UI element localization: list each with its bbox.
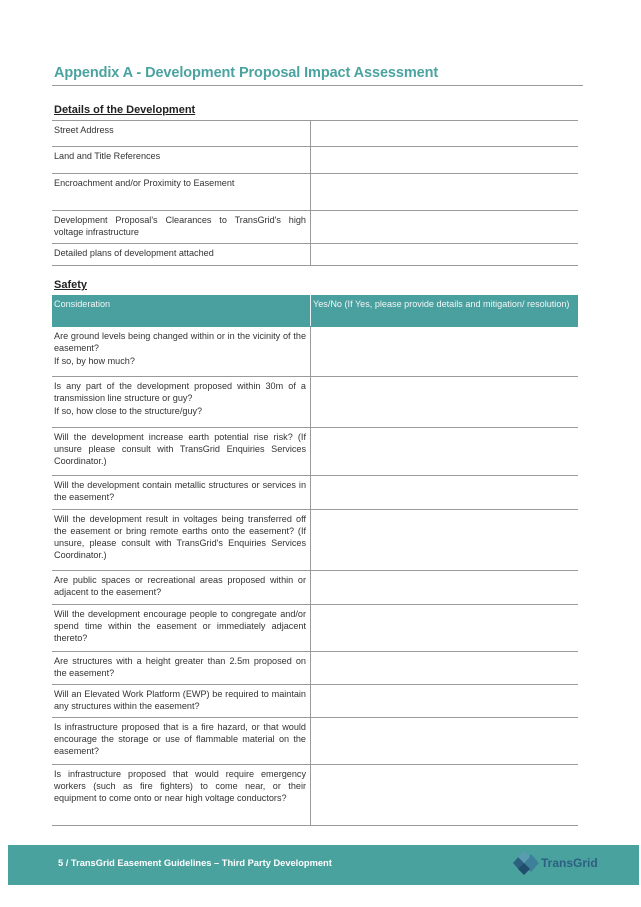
consideration-cell [52, 475, 311, 509]
question-text: Is infrastructure proposed that is a fire hazard, or that would encourage the storage or use of flammable material on the easement? [54, 721, 306, 756]
consideration-cell [52, 651, 311, 684]
table-header-row [52, 295, 578, 326]
question-text: Are structures with a height greater than 2.5m proposed on the easement? [54, 655, 306, 678]
answer-cell[interactable] [311, 475, 579, 509]
table-row [52, 684, 578, 717]
details-value-cell[interactable] [311, 174, 579, 211]
answer-cell[interactable] [311, 376, 579, 427]
table-row [52, 211, 578, 244]
table-row [52, 244, 578, 266]
question-text: Are ground levels being changed within or in the vicinity of the easement? [54, 330, 306, 353]
consideration-cell [52, 764, 311, 825]
details-value-cell[interactable] [311, 147, 579, 174]
details-value-cell[interactable] [311, 244, 579, 266]
consideration-cell [52, 570, 311, 604]
question-text: Will an Elevated Work Platform (EWP) be required to maintain any structures within the easement? [54, 688, 306, 711]
answer-cell[interactable] [311, 427, 579, 475]
table-row [52, 764, 578, 825]
footer-page-label: 5 / TransGrid Easement Guidelines – Third Party Development [58, 858, 332, 868]
details-label: Street Address [52, 121, 311, 147]
table-row [52, 376, 578, 427]
question-text: Is infrastructure proposed that would require emergency workers (such as fire fighters) to come near, or their equipment to come onto or near high voltage conductors? [54, 768, 306, 803]
table-row [52, 651, 578, 684]
consideration-header: Consideration [52, 295, 311, 326]
table-row [52, 604, 578, 651]
consideration-cell [52, 717, 311, 764]
consideration-cell [52, 427, 311, 475]
details-label: Encroachment and/or Proximity to Easement [52, 174, 311, 211]
question-text: Will the development increase earth potential rise risk? (If unsure please consult with TransGrid Enquiries Services Coordinator.) [54, 431, 306, 466]
answer-cell[interactable] [311, 509, 579, 570]
details-label: Detailed plans of development attached [52, 244, 311, 266]
question-text: Is any part of the development proposed within 30m of a transmission line structure or guy? [54, 380, 306, 403]
answer-cell[interactable] [311, 570, 579, 604]
details-table [52, 120, 578, 266]
answer-cell[interactable] [311, 326, 579, 376]
table-row [52, 427, 578, 475]
details-label: Land and Title References [52, 147, 311, 174]
details-value-cell[interactable] [311, 211, 579, 244]
answer-cell[interactable] [311, 717, 579, 764]
question-followup: If so, how close to the structure/guy? [54, 405, 203, 416]
logo-wordmark: TransGrid [541, 856, 598, 870]
table-row [52, 147, 578, 174]
consideration-cell [52, 684, 311, 717]
table-row [52, 174, 578, 211]
table-row [52, 717, 578, 764]
title-divider [52, 85, 583, 86]
table-row [52, 326, 578, 376]
consideration-cell [52, 604, 311, 651]
safety-table [52, 295, 578, 826]
question-text: Are public spaces or recreational areas proposed within or adjacent to the easement? [54, 574, 306, 597]
safety-heading: Safety [54, 279, 88, 291]
answer-cell[interactable] [311, 651, 579, 684]
details-label: Development Proposal's Clearances to TransGrid's high voltage infrastructure [52, 211, 311, 244]
question-text: Will the development encourage people to congregate and/or spend time within the easement or immediately adjacent thereto? [54, 608, 306, 643]
response-header: Yes/No (If Yes, please provide details and mitigation/ resolution) [311, 295, 579, 326]
answer-cell[interactable] [311, 604, 579, 651]
table-row [52, 121, 578, 147]
consideration-cell [52, 376, 311, 427]
page-title: Appendix A - Development Proposal Impact Assessment [54, 65, 439, 81]
table-row [52, 509, 578, 570]
consideration-cell [52, 509, 311, 570]
details-heading: Details of the Development [54, 104, 196, 116]
consideration-cell [52, 326, 311, 376]
answer-cell[interactable] [311, 764, 579, 825]
table-row [52, 475, 578, 509]
question-text: Will the development result in voltages being transferred off the easement or bring remote earths onto the easement? (If unsure, please consult with TransGrid's Enquiries Services Coordinator.) [54, 513, 306, 560]
question-text: Will the development contain metallic structures or services in the easement? [54, 479, 306, 502]
question-followup: If so, by how much? [54, 355, 135, 366]
table-row [52, 570, 578, 604]
details-value-cell[interactable] [311, 121, 579, 147]
answer-cell[interactable] [311, 684, 579, 717]
